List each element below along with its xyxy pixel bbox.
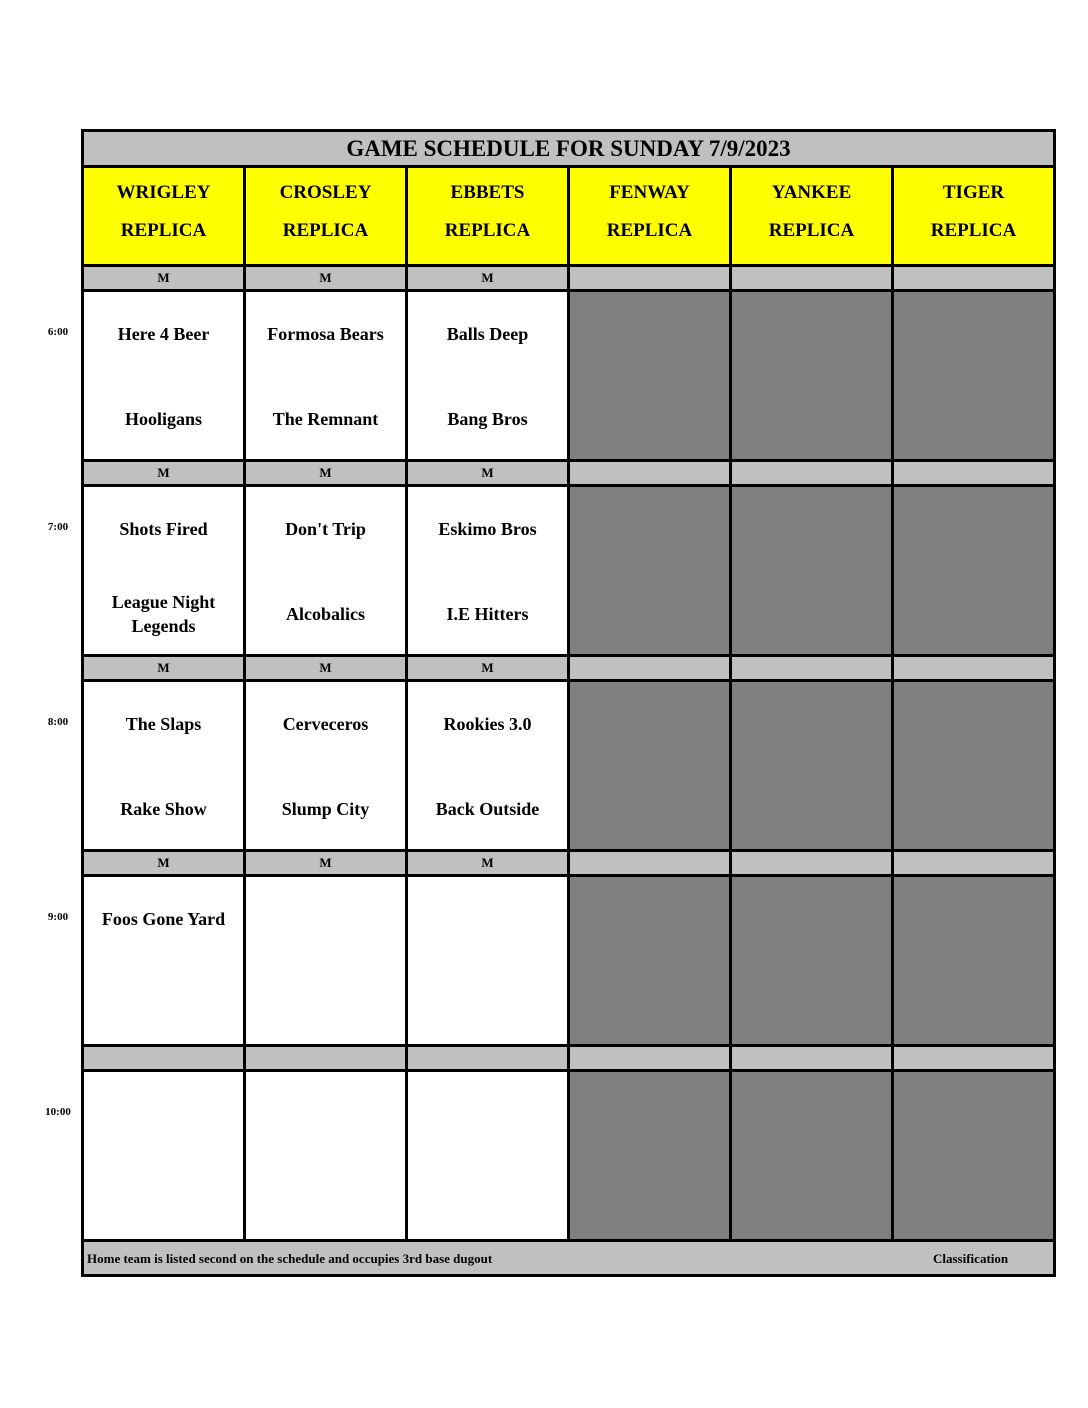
home-team [570, 779, 729, 839]
home-team [570, 389, 729, 449]
home-team: Back Outside [435, 799, 540, 819]
game-cell [570, 1072, 729, 1239]
game-cell [246, 682, 405, 849]
home-team [408, 974, 567, 1034]
away-team [732, 889, 891, 949]
home-team [570, 1169, 729, 1229]
field-type: REPLICA [282, 220, 369, 241]
home-team [84, 1169, 243, 1229]
classification-cell [894, 1047, 1053, 1069]
game-cell [732, 292, 891, 459]
away-team: Don't Trip [285, 519, 366, 539]
field-header-ebbets [408, 168, 567, 264]
away-team [894, 499, 1053, 559]
schedule-table [81, 129, 1056, 1277]
away-team: Balls Deep [446, 324, 529, 344]
away-team [570, 694, 729, 754]
home-team [894, 974, 1053, 1034]
game-cell [894, 877, 1053, 1044]
game-cell [408, 877, 567, 1044]
game-cell [732, 487, 891, 654]
classification-cell [732, 657, 891, 679]
away-team [894, 1084, 1053, 1144]
classification-cell: M [408, 657, 567, 679]
home-team: Hooligans [124, 409, 203, 429]
classification-cell [570, 267, 729, 289]
away-team [246, 1084, 405, 1144]
game-cell [894, 292, 1053, 459]
game-cell [84, 292, 243, 459]
home-team [84, 974, 243, 1034]
classification-cell [732, 1047, 891, 1069]
home-team: League Night Legends [111, 592, 216, 636]
game-cell [84, 1072, 243, 1239]
game-cell [246, 877, 405, 1044]
classification-cell: M [84, 462, 243, 484]
home-team: Bang Bros [447, 409, 528, 429]
field-name: WRIGLEY [116, 182, 211, 203]
game-cell [732, 877, 891, 1044]
classification-cell: M [246, 267, 405, 289]
field-header-wrigley [84, 168, 243, 264]
classification-cell [408, 1047, 567, 1069]
game-cell [408, 487, 567, 654]
time-label: 7:00 [47, 521, 69, 533]
field-header-fenway [570, 168, 729, 264]
home-team [894, 779, 1053, 839]
home-team [732, 389, 891, 449]
game-cell [246, 487, 405, 654]
home-team [894, 389, 1053, 449]
game-cell [570, 292, 729, 459]
game-cell [732, 682, 891, 849]
classification-cell [732, 852, 891, 874]
away-team [246, 889, 405, 949]
game-cell [894, 487, 1053, 654]
away-team [894, 304, 1053, 364]
home-team: I.E Hitters [446, 604, 529, 624]
game-cell [246, 1072, 405, 1239]
home-team [570, 584, 729, 644]
field-header-yankee [732, 168, 891, 264]
classification-cell [732, 462, 891, 484]
game-cell [408, 1072, 567, 1239]
away-team [570, 499, 729, 559]
footer-classification-label: Classification [933, 1251, 1009, 1266]
away-team [732, 1084, 891, 1144]
away-team [84, 1084, 243, 1144]
classification-cell [894, 852, 1053, 874]
away-team [570, 889, 729, 949]
schedule-footer [84, 1242, 1053, 1274]
field-name: TIGER [942, 182, 1005, 203]
home-team [408, 1169, 567, 1229]
game-cell [408, 682, 567, 849]
away-team: Rookies 3.0 [443, 714, 532, 734]
away-team: Shots Fired [119, 519, 208, 539]
classification-cell [570, 462, 729, 484]
classification-cell [732, 267, 891, 289]
home-team [732, 584, 891, 644]
field-name: FENWAY [609, 182, 690, 203]
time-label: 8:00 [47, 716, 69, 728]
home-team [246, 974, 405, 1034]
field-type: REPLICA [930, 220, 1017, 241]
field-header-tiger [894, 168, 1053, 264]
classification-cell [570, 852, 729, 874]
classification-cell: M [84, 852, 243, 874]
home-team [732, 974, 891, 1034]
home-team [570, 974, 729, 1034]
away-team: Eskimo Bros [438, 519, 537, 539]
home-team: Alcobalics [286, 604, 365, 624]
away-team: Cerveceros [282, 714, 369, 734]
field-name: CROSLEY [279, 182, 372, 203]
classification-cell: M [246, 657, 405, 679]
game-cell [84, 877, 243, 1044]
classification-cell: M [84, 267, 243, 289]
home-team [894, 1169, 1053, 1229]
field-header-crosley [246, 168, 405, 264]
game-cell [894, 682, 1053, 849]
away-team [894, 694, 1053, 754]
field-name: YANKEE [771, 182, 852, 203]
away-team [570, 1084, 729, 1144]
game-cell [570, 682, 729, 849]
footer-note: Home team is listed second on the schedule and occupies 3rd base dugout [87, 1251, 493, 1266]
home-team: Slump City [281, 799, 370, 819]
game-cell [732, 1072, 891, 1239]
classification-cell: M [408, 852, 567, 874]
classification-cell [894, 657, 1053, 679]
classification-cell: M [84, 657, 243, 679]
classification-cell [894, 462, 1053, 484]
away-team [732, 499, 891, 559]
away-team: Foos Gone Yard [101, 909, 226, 929]
home-team [732, 1169, 891, 1229]
away-team [408, 1084, 567, 1144]
field-type: REPLICA [120, 220, 207, 241]
field-type: REPLICA [606, 220, 693, 241]
away-team [894, 889, 1053, 949]
away-team [408, 889, 567, 949]
classification-cell: M [246, 462, 405, 484]
classification-cell [246, 1047, 405, 1069]
game-cell [84, 682, 243, 849]
classification-cell: M [408, 267, 567, 289]
classification-cell [570, 657, 729, 679]
classification-cell: M [408, 462, 567, 484]
home-team [894, 584, 1053, 644]
field-type: REPLICA [444, 220, 531, 241]
home-team: The Remnant [272, 409, 379, 429]
away-team [732, 694, 891, 754]
away-team: Formosa Bears [267, 324, 384, 344]
classification-cell [84, 1047, 243, 1069]
game-cell [570, 877, 729, 1044]
schedule-title: GAME SCHEDULE FOR SUNDAY 7/9/2023 [84, 132, 1053, 165]
field-type: REPLICA [768, 220, 855, 241]
game-cell [570, 487, 729, 654]
classification-cell [894, 267, 1053, 289]
time-label: 9:00 [47, 911, 69, 923]
time-label: 6:00 [47, 326, 69, 338]
game-cell [84, 487, 243, 654]
game-cell [894, 1072, 1053, 1239]
away-team: Here 4 Beer [117, 324, 210, 344]
game-cell [246, 292, 405, 459]
home-team: Rake Show [120, 799, 207, 819]
home-team [246, 1169, 405, 1229]
field-name: EBBETS [450, 182, 525, 203]
away-team: The Slaps [125, 714, 202, 734]
classification-cell [570, 1047, 729, 1069]
classification-cell: M [246, 852, 405, 874]
away-team [570, 304, 729, 364]
time-label: 10:00 [45, 1106, 71, 1118]
away-team [732, 304, 891, 364]
game-cell [408, 292, 567, 459]
home-team [732, 779, 891, 839]
